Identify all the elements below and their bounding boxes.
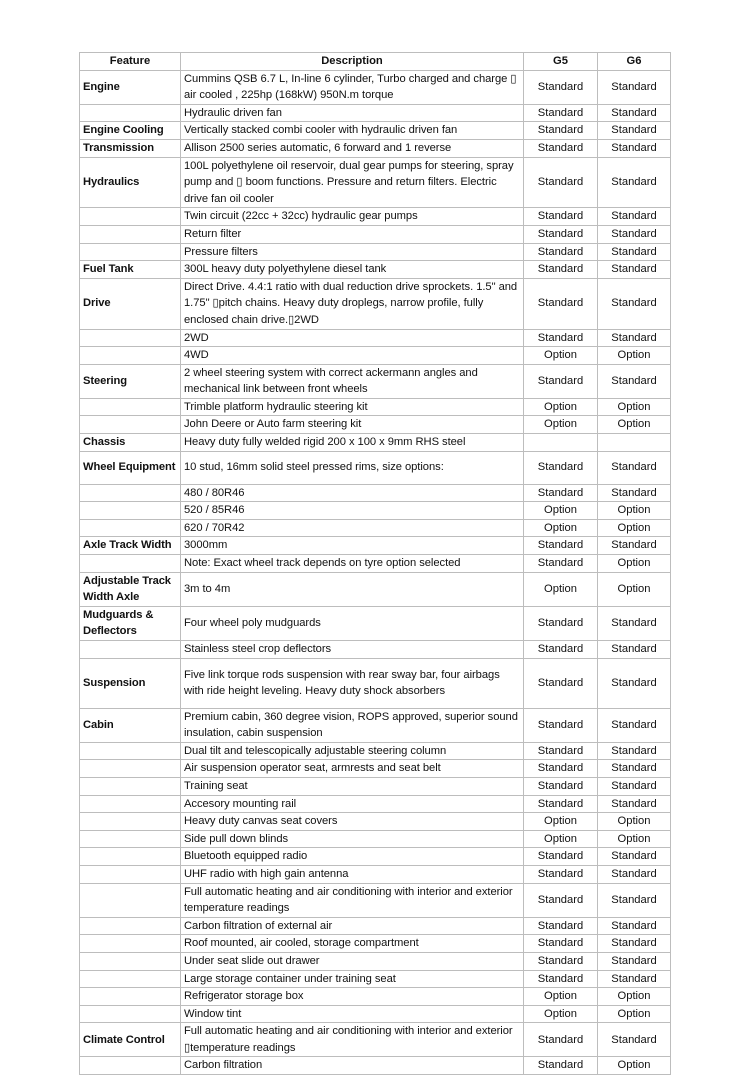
- g6-cell: Standard: [598, 606, 671, 640]
- description-cell: Four wheel poly mudguards: [181, 606, 524, 640]
- header-description: Description: [181, 53, 524, 71]
- feature-cell: [80, 519, 181, 537]
- description-cell: Heavy duty fully welded rigid 200 x 100 x 9mm RHS steel: [181, 434, 524, 452]
- g6-cell: Standard: [598, 451, 671, 484]
- description-cell: UHF radio with high gain antenna: [181, 865, 524, 883]
- feature-spec-table: [79, 52, 671, 1075]
- feature-cell: [80, 1057, 181, 1075]
- feature-cell: [80, 104, 181, 122]
- g6-cell: Standard: [598, 708, 671, 742]
- feature-cell: Wheel Equipment: [80, 451, 181, 484]
- g6-cell: Option: [598, 572, 671, 606]
- table-row: [80, 742, 671, 760]
- table-row: [80, 970, 671, 988]
- feature-cell: [80, 416, 181, 434]
- g5-cell: Option: [524, 398, 598, 416]
- g6-cell: Option: [598, 347, 671, 365]
- g5-cell: Standard: [524, 157, 598, 208]
- g5-cell: Standard: [524, 1023, 598, 1057]
- feature-cell: Chassis: [80, 434, 181, 452]
- feature-cell: [80, 555, 181, 573]
- description-cell: Cummins QSB 6.7 L, In-line 6 cylinder, Turbo charged and charge ▯ air cooled , 225hp (168kW) 950N.m torque: [181, 70, 524, 104]
- g5-cell: Option: [524, 502, 598, 520]
- g5-cell: Standard: [524, 537, 598, 555]
- g5-cell: Option: [524, 347, 598, 365]
- g6-cell: Standard: [598, 760, 671, 778]
- description-cell: Roof mounted, air cooled, storage compartment: [181, 935, 524, 953]
- g6-cell: Option: [598, 830, 671, 848]
- g6-cell: Option: [598, 1057, 671, 1075]
- feature-cell: Cabin: [80, 708, 181, 742]
- description-cell: Carbon filtration of external air: [181, 917, 524, 935]
- table-row: [80, 451, 671, 484]
- g5-cell: Standard: [524, 795, 598, 813]
- table-row: [80, 261, 671, 279]
- feature-cell: [80, 760, 181, 778]
- g6-cell: Option: [598, 398, 671, 416]
- feature-cell: [80, 347, 181, 365]
- table-row: [80, 865, 671, 883]
- description-cell: Training seat: [181, 777, 524, 795]
- g6-cell: Option: [598, 988, 671, 1006]
- table-row: [80, 708, 671, 742]
- feature-cell: [80, 329, 181, 347]
- table-row: [80, 398, 671, 416]
- table-header-row: [80, 53, 671, 71]
- g6-cell: Standard: [598, 278, 671, 329]
- g5-cell: Standard: [524, 777, 598, 795]
- table-row: [80, 484, 671, 502]
- table-row: [80, 104, 671, 122]
- feature-cell: [80, 952, 181, 970]
- feature-cell: [80, 795, 181, 813]
- g5-cell: Standard: [524, 208, 598, 226]
- g6-cell: Standard: [598, 122, 671, 140]
- feature-cell: [80, 484, 181, 502]
- description-cell: Pressure filters: [181, 243, 524, 261]
- g6-cell: Standard: [598, 364, 671, 398]
- feature-cell: [80, 225, 181, 243]
- header-g5: G5: [524, 53, 598, 71]
- table-row: [80, 988, 671, 1006]
- description-cell: 100L polyethylene oil reservoir, dual gear pumps for steering, spray pump and ▯ boom functions. Pressure and return filters. Electric drive fan oil cooler: [181, 157, 524, 208]
- g5-cell: Standard: [524, 641, 598, 659]
- feature-cell: [80, 883, 181, 917]
- g5-cell: Standard: [524, 278, 598, 329]
- g5-cell: Standard: [524, 104, 598, 122]
- g6-cell: Standard: [598, 104, 671, 122]
- g6-cell: Standard: [598, 208, 671, 226]
- description-cell: Note: Exact wheel track depends on tyre option selected: [181, 555, 524, 573]
- feature-cell: Mudguards & Deflectors: [80, 606, 181, 640]
- g5-cell: [524, 434, 598, 452]
- table-row: [80, 502, 671, 520]
- table-row: [80, 364, 671, 398]
- table-row: [80, 917, 671, 935]
- feature-cell: Engine Cooling: [80, 122, 181, 140]
- description-cell: Full automatic heating and air conditioning with interior and exterior ▯temperature readings: [181, 1023, 524, 1057]
- description-cell: Large storage container under training seat: [181, 970, 524, 988]
- feature-cell: [80, 641, 181, 659]
- feature-cell: [80, 243, 181, 261]
- table-row: [80, 225, 671, 243]
- feature-cell: [80, 398, 181, 416]
- g5-cell: Standard: [524, 883, 598, 917]
- g6-cell: Standard: [598, 970, 671, 988]
- table-row: [80, 658, 671, 708]
- g6-cell: Standard: [598, 865, 671, 883]
- description-cell: Refrigerator storage box: [181, 988, 524, 1006]
- feature-cell: Transmission: [80, 139, 181, 157]
- g6-cell: Standard: [598, 70, 671, 104]
- description-cell: 300L heavy duty polyethylene diesel tank: [181, 261, 524, 279]
- g6-cell: Standard: [598, 795, 671, 813]
- table-row: [80, 777, 671, 795]
- header-g6: G6: [598, 53, 671, 71]
- feature-cell: [80, 917, 181, 935]
- table-row: [80, 641, 671, 659]
- description-cell: Accesory mounting rail: [181, 795, 524, 813]
- description-cell: Under seat slide out drawer: [181, 952, 524, 970]
- description-cell: Bluetooth equipped radio: [181, 848, 524, 866]
- table-row: [80, 935, 671, 953]
- g6-cell: Option: [598, 555, 671, 573]
- g5-cell: Standard: [524, 742, 598, 760]
- feature-cell: [80, 742, 181, 760]
- g6-cell: Option: [598, 519, 671, 537]
- feature-cell: [80, 777, 181, 795]
- description-cell: Full automatic heating and air conditioning with interior and exterior temperature readings: [181, 883, 524, 917]
- table-row: [80, 278, 671, 329]
- g5-cell: Standard: [524, 1057, 598, 1075]
- feature-cell: [80, 208, 181, 226]
- g6-cell: Standard: [598, 777, 671, 795]
- description-cell: Carbon filtration: [181, 1057, 524, 1075]
- g5-cell: Standard: [524, 760, 598, 778]
- g5-cell: Option: [524, 519, 598, 537]
- description-cell: 480 / 80R46: [181, 484, 524, 502]
- table-row: [80, 555, 671, 573]
- g5-cell: Standard: [524, 935, 598, 953]
- description-cell: Dual tilt and telescopically adjustable steering column: [181, 742, 524, 760]
- g6-cell: Standard: [598, 848, 671, 866]
- description-cell: 2WD: [181, 329, 524, 347]
- description-cell: Air suspension operator seat, armrests and seat belt: [181, 760, 524, 778]
- description-cell: Allison 2500 series automatic, 6 forward and 1 reverse: [181, 139, 524, 157]
- g6-cell: Standard: [598, 658, 671, 708]
- description-cell: 10 stud, 16mm solid steel pressed rims, size options:: [181, 451, 524, 484]
- header-feature: Feature: [80, 53, 181, 71]
- table-row: [80, 795, 671, 813]
- g6-cell: Standard: [598, 917, 671, 935]
- g5-cell: Standard: [524, 139, 598, 157]
- table-row: [80, 416, 671, 434]
- g5-cell: Standard: [524, 848, 598, 866]
- g6-cell: Standard: [598, 139, 671, 157]
- description-cell: 2 wheel steering system with correct ackermann angles and mechanical link between front wheels: [181, 364, 524, 398]
- description-cell: Vertically stacked combi cooler with hydraulic driven fan: [181, 122, 524, 140]
- table-row: [80, 883, 671, 917]
- g6-cell: Standard: [598, 157, 671, 208]
- g5-cell: Standard: [524, 606, 598, 640]
- table-row: [80, 434, 671, 452]
- g5-cell: Option: [524, 416, 598, 434]
- description-cell: Five link torque rods suspension with rear sway bar, four airbags with ride height leveling. Heavy duty shock absorbers: [181, 658, 524, 708]
- description-cell: Twin circuit (22cc + 32cc) hydraulic gear pumps: [181, 208, 524, 226]
- g5-cell: Standard: [524, 122, 598, 140]
- feature-cell: [80, 1005, 181, 1023]
- g5-cell: Standard: [524, 451, 598, 484]
- g6-cell: Standard: [598, 1023, 671, 1057]
- g5-cell: Standard: [524, 555, 598, 573]
- table-row: [80, 1005, 671, 1023]
- g6-cell: Standard: [598, 742, 671, 760]
- table-row: [80, 952, 671, 970]
- g6-cell: Standard: [598, 261, 671, 279]
- description-cell: Stainless steel crop deflectors: [181, 641, 524, 659]
- g5-cell: Standard: [524, 484, 598, 502]
- feature-cell: Suspension: [80, 658, 181, 708]
- feature-cell: Hydraulics: [80, 157, 181, 208]
- g6-cell: Standard: [598, 243, 671, 261]
- feature-cell: [80, 865, 181, 883]
- g5-cell: Standard: [524, 70, 598, 104]
- description-cell: Heavy duty canvas seat covers: [181, 813, 524, 831]
- description-cell: John Deere or Auto farm steering kit: [181, 416, 524, 434]
- table-row: [80, 848, 671, 866]
- g5-cell: Standard: [524, 970, 598, 988]
- g5-cell: Option: [524, 1005, 598, 1023]
- g5-cell: Standard: [524, 261, 598, 279]
- g5-cell: Option: [524, 572, 598, 606]
- feature-cell: [80, 502, 181, 520]
- table-row: [80, 122, 671, 140]
- feature-cell: Engine: [80, 70, 181, 104]
- g6-cell: Standard: [598, 225, 671, 243]
- table-row: [80, 537, 671, 555]
- g5-cell: Standard: [524, 952, 598, 970]
- feature-cell: [80, 988, 181, 1006]
- description-cell: Hydraulic driven fan: [181, 104, 524, 122]
- description-cell: 4WD: [181, 347, 524, 365]
- description-cell: 3000mm: [181, 537, 524, 555]
- feature-cell: [80, 970, 181, 988]
- table-row: [80, 347, 671, 365]
- feature-cell: [80, 813, 181, 831]
- table-row: [80, 830, 671, 848]
- description-cell: 520 / 85R46: [181, 502, 524, 520]
- feature-cell: [80, 830, 181, 848]
- g6-cell: Standard: [598, 484, 671, 502]
- description-cell: Trimble platform hydraulic steering kit: [181, 398, 524, 416]
- g5-cell: Option: [524, 813, 598, 831]
- g6-cell: [598, 434, 671, 452]
- description-cell: Premium cabin, 360 degree vision, ROPS approved, superior sound insulation, cabin suspension: [181, 708, 524, 742]
- g5-cell: Standard: [524, 243, 598, 261]
- feature-cell: [80, 848, 181, 866]
- g5-cell: Option: [524, 830, 598, 848]
- table-row: [80, 139, 671, 157]
- description-cell: Direct Drive. 4.4:1 ratio with dual reduction drive sprockets. 1.5" and 1.75" ▯pitch chains. Heavy duty droplegs, narrow profile, fully enclosed chain drive.▯2WD: [181, 278, 524, 329]
- g6-cell: Option: [598, 813, 671, 831]
- g6-cell: Option: [598, 416, 671, 434]
- description-cell: 620 / 70R42: [181, 519, 524, 537]
- g5-cell: Standard: [524, 225, 598, 243]
- g6-cell: Option: [598, 1005, 671, 1023]
- g5-cell: Standard: [524, 658, 598, 708]
- table-row: [80, 1057, 671, 1075]
- g6-cell: Option: [598, 502, 671, 520]
- description-cell: Return filter: [181, 225, 524, 243]
- g6-cell: Standard: [598, 329, 671, 347]
- table-row: [80, 329, 671, 347]
- feature-cell: Axle Track Width: [80, 537, 181, 555]
- table-row: [80, 606, 671, 640]
- description-cell: Window tint: [181, 1005, 524, 1023]
- g6-cell: Standard: [598, 641, 671, 659]
- g5-cell: Standard: [524, 364, 598, 398]
- g5-cell: Option: [524, 988, 598, 1006]
- table-row: [80, 1023, 671, 1057]
- g5-cell: Standard: [524, 708, 598, 742]
- table-row: [80, 572, 671, 606]
- table-row: [80, 157, 671, 208]
- g5-cell: Standard: [524, 865, 598, 883]
- feature-cell: Climate Control: [80, 1023, 181, 1057]
- table-row: [80, 760, 671, 778]
- table-row: [80, 243, 671, 261]
- g6-cell: Standard: [598, 935, 671, 953]
- description-cell: Side pull down blinds: [181, 830, 524, 848]
- g6-cell: Standard: [598, 537, 671, 555]
- feature-cell: Drive: [80, 278, 181, 329]
- feature-cell: Fuel Tank: [80, 261, 181, 279]
- feature-cell: Steering: [80, 364, 181, 398]
- g6-cell: Standard: [598, 883, 671, 917]
- table-row: [80, 519, 671, 537]
- g5-cell: Standard: [524, 329, 598, 347]
- feature-cell: [80, 935, 181, 953]
- table-row: [80, 813, 671, 831]
- g6-cell: Standard: [598, 952, 671, 970]
- g5-cell: Standard: [524, 917, 598, 935]
- feature-cell: Adjustable Track Width Axle: [80, 572, 181, 606]
- table-row: [80, 70, 671, 104]
- description-cell: 3m to 4m: [181, 572, 524, 606]
- table-row: [80, 208, 671, 226]
